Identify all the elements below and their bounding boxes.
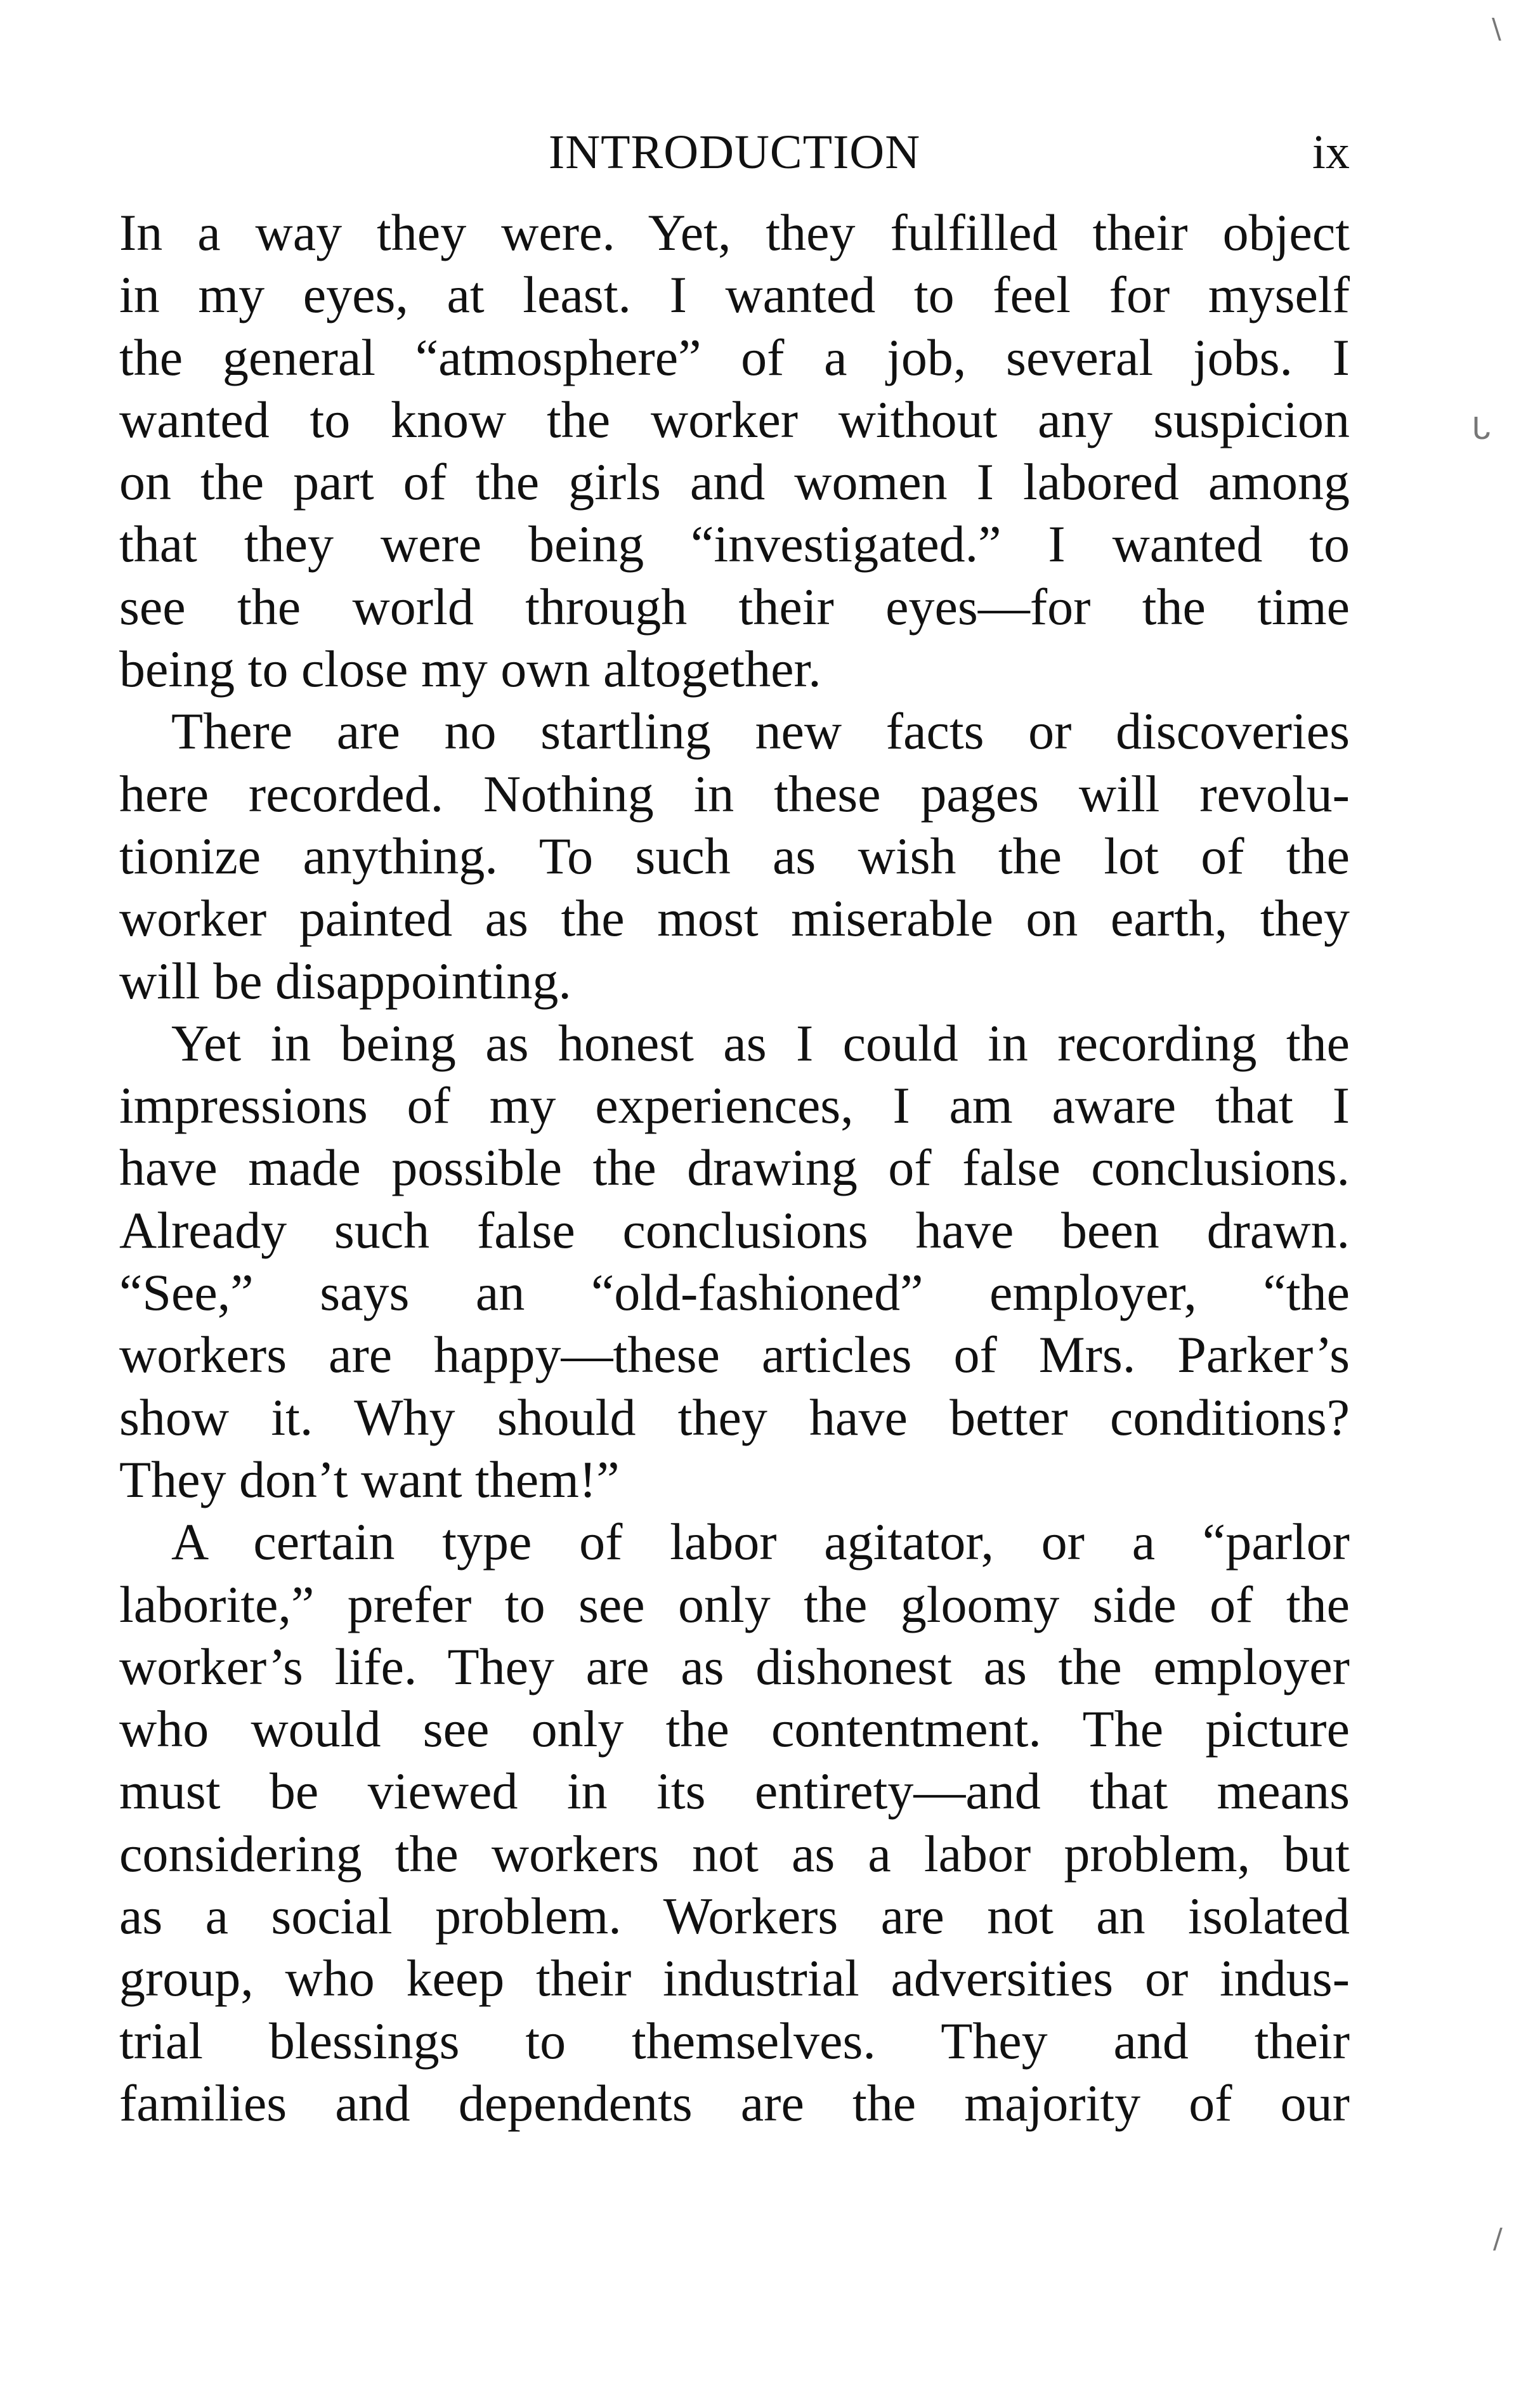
paragraph-3	[119, 1012, 1350, 1511]
paragraph-4	[119, 1511, 1350, 2134]
text-line: There are no startling new facts or discoveries	[171, 702, 1350, 761]
text-line: worker painted as the most miserable on earth, they	[119, 889, 1350, 948]
text-line: that they were being “investigated.” I wanted to	[119, 515, 1350, 573]
text-line: worker’s life. They are as dishonest as the employer	[119, 1637, 1350, 1695]
text-line: Yet in being as honest as I could in recording the	[171, 1014, 1350, 1072]
margin-mark: /	[1493, 2223, 1503, 2255]
paragraph-1	[119, 202, 1350, 700]
chapter-title: INTRODUCTION	[548, 126, 921, 179]
text-line: will be disappointing.	[119, 951, 571, 1010]
text-line: as a social problem. Workers are not an isolated	[119, 1887, 1350, 1945]
text-line: workers are happy—these articles of Mrs. Parker’s	[119, 1326, 1350, 1384]
text-line: A certain type of labor agitator, or a “parlor	[171, 1513, 1350, 1571]
text-line: on the part of the girls and women I labored among	[119, 453, 1350, 511]
text-line: in my eyes, at least. I wanted to feel for myself	[119, 266, 1350, 324]
text-line: show it. Why should they have better conditions?	[119, 1388, 1350, 1446]
text-line: wanted to know the worker without any suspicion	[119, 390, 1350, 448]
text-line: trial blessings to themselves. They and their	[119, 2011, 1350, 2070]
text-line: see the world through their eyes—for the time	[119, 577, 1350, 636]
text-line: tionize anything. To such as wish the lot of the	[119, 826, 1350, 885]
text-line: Already such false conclusions have been drawn.	[119, 1201, 1350, 1259]
text-line: must be viewed in its entirety—and that means	[119, 1762, 1350, 1820]
text-line: who would see only the contentment. The picture	[119, 1700, 1350, 1758]
page-number: ix	[1312, 126, 1350, 179]
text-line: considering the workers not as a labor problem, but	[119, 1824, 1350, 1883]
text-line: families and dependents are the majority of our	[119, 2074, 1350, 2132]
text-line: the general “atmosphere” of a job, several jobs. I	[119, 328, 1350, 386]
text-line: They don’t want them!”	[119, 1450, 620, 1508]
text-line: “See,” says an “old-fashioned” employer, “the	[119, 1264, 1350, 1322]
body-text	[119, 202, 1350, 2134]
text-line: impressions of my experiences, I am aware that I	[119, 1076, 1350, 1135]
text-line: here recorded. Nothing in these pages will revolu-	[119, 764, 1350, 823]
paragraph-2	[119, 700, 1350, 1012]
text-line: In a way they were. Yet, they fulfilled their object	[119, 204, 1350, 261]
text-line: laborite,” prefer to see only the gloomy side of the	[119, 1575, 1350, 1633]
text-line: group, who keep their industrial adversities or indus-	[119, 1949, 1350, 2008]
margin-mark: \	[1492, 13, 1501, 45]
text-line: being to close my own altogether.	[119, 640, 821, 698]
margin-mark: ᒐ	[1471, 411, 1491, 447]
text-line: have made possible the drawing of false conclusions.	[119, 1139, 1350, 1197]
running-head	[119, 121, 1350, 184]
